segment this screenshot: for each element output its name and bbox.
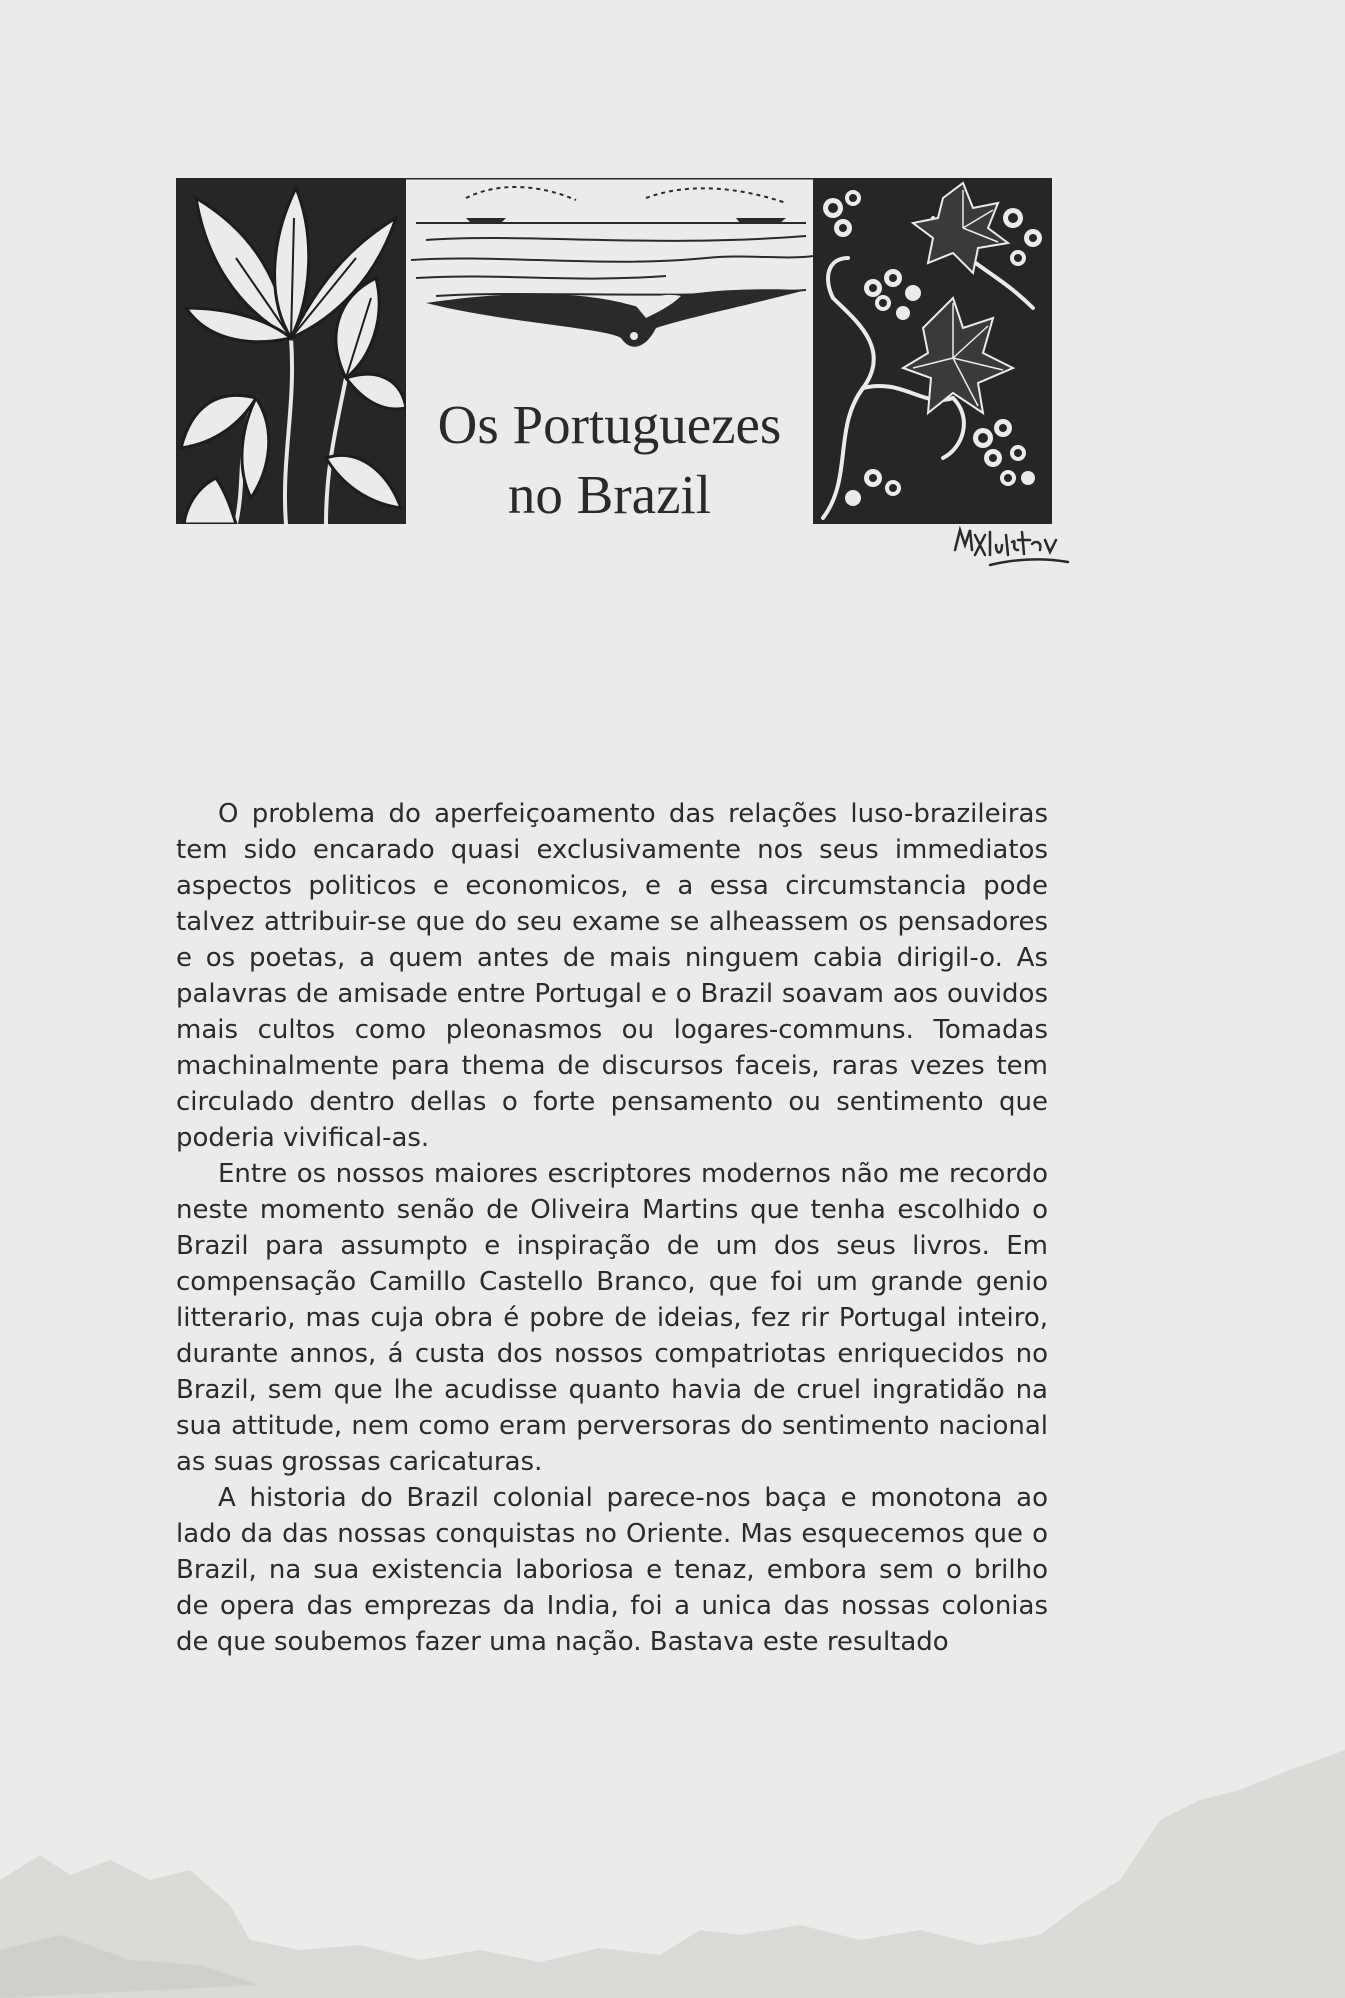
artist-signature-icon [950,520,1070,580]
header-illustration [176,178,1052,524]
article-body [176,796,1048,1660]
sea-and-bird-icon [406,178,813,358]
grapevine-icon [813,178,1052,524]
title-line-1: Os Portuguezes [437,394,782,455]
page-title [406,390,813,530]
paragraph-2: Entre os nossos maiores escriptores modernos não me recordo neste momento senão de Oliveira Martins que tenha escolhido o Brazil para assumpto e inspiração de um dos seus livros. Em compensação Camillo Castello Branco, que foi um grande genio litterario, mas cuja obra é pobre de ideias, fez rir Portugal inteiro, durante annos, á custa dos nossos compatriotas enriquecidos no Brazil, sem que lhe acudisse quanto havia de cruel ingratidão na sua attitude, nem como eram perversoras do sentimento nacional as suas grossas caricaturas. [176,1159,1048,1477]
lily-flowers-icon [176,178,406,524]
paragraph-1: O problema do aperfeiçoamento das relações luso-brazileiras tem sido encarado quasi exclusivamente nos seus immediatos aspectos politicos e economicos, e a essa circumstancia pode talvez attribuir-se que do seu exame se alheassem os pensadores e os poetas, a quem antes de mais ninguem cabia dirigil-o. As palavras de amisade entre Portugal e o Brazil soavam aos ouvidos mais cultos como pleonasmos ou logares-communs. Tomadas machinalmente para thema de discursos faceis, raras vezes tem circulado dentro dellas o forte pensamento ou sentimento que poderia vivifical-as. [176,799,1048,1153]
title-line-2: no Brazil [507,464,712,525]
paragraph-3: A historia do Brazil colonial parece-nos baça e monotona ao lado da das nossas conquistas no Oriente. Mas esquecemos que o Brazil, na sua existencia laboriosa e tenaz, embora sem o brilho de opera das emprezas da India, foi a unica das nossas colonias de que soubemos fazer uma nação. Bastava este resultado [176,1483,1048,1657]
